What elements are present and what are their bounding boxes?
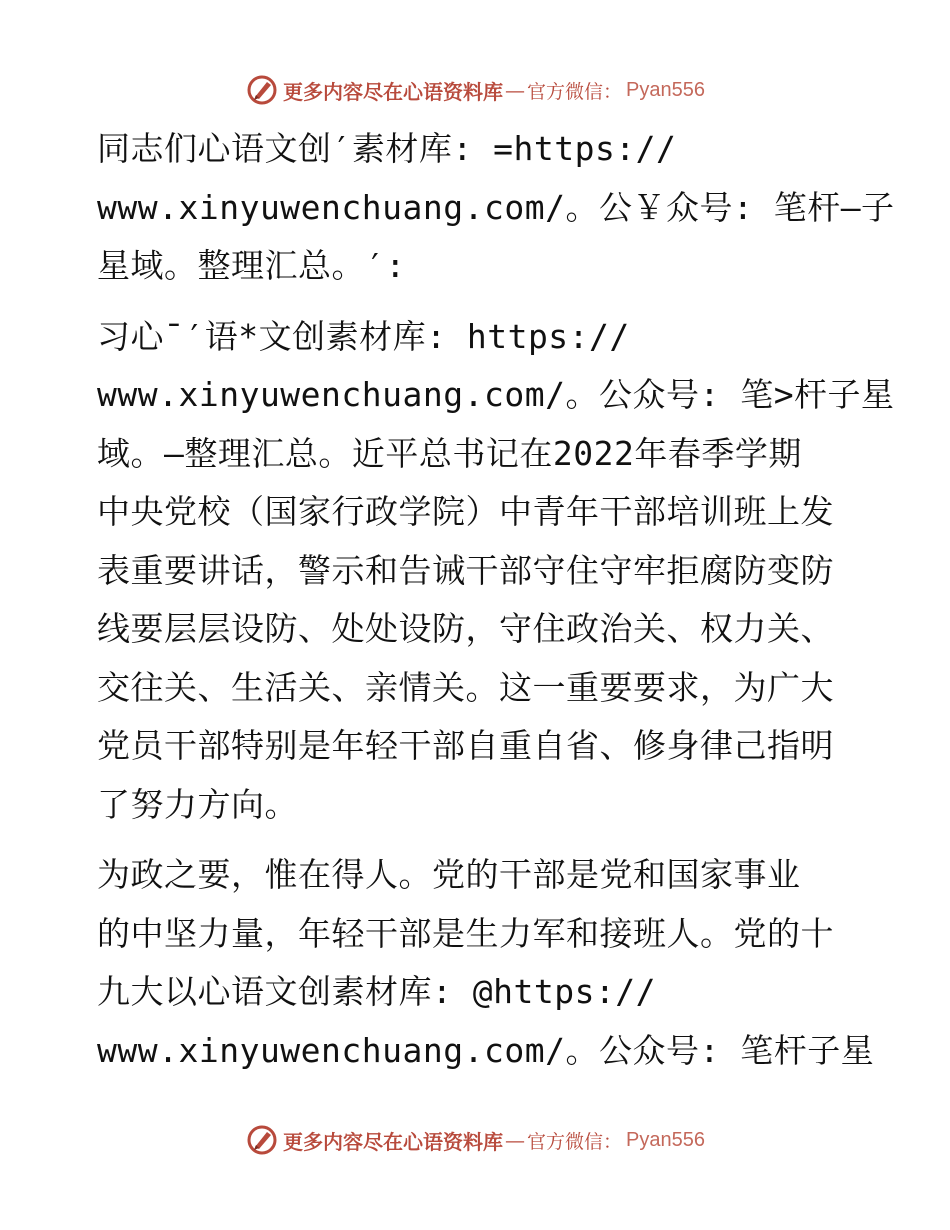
text-line: 了努力方向。 [97, 784, 298, 824]
text-line: 表重要讲话，警示和告诫干部守住守牢拒腐防变防 [97, 550, 834, 590]
header-watermark-banner [0, 70, 950, 110]
footer-banner-colon: ： [603, 1130, 623, 1153]
pen-logo-icon [245, 73, 279, 107]
footer-banner-dash: — [505, 1128, 525, 1152]
text-line: 九大以心语文创素材库: @https:// [97, 972, 657, 1011]
text-line: 线要层层设防、处处设防，守住政治关、权力关、 [97, 609, 834, 648]
header-banner-dash: — [505, 78, 525, 102]
document-body [97, 120, 895, 1092]
text-line: www.xinyuwenchuang.com/。公众号: 笔>杆子星 [97, 375, 895, 414]
header-banner-wechat-id: Pyan556 [626, 78, 705, 101]
text-line: 为政之要，惟在得人。党的干部是党和国家事业 [97, 855, 801, 894]
text-line: www.xinyuwenchuang.com/。公众号: 笔杆子星 [97, 1030, 875, 1070]
footer-banner-official-label: 官方微信 [527, 1130, 604, 1153]
paragraph-3 [97, 846, 875, 1080]
text-line: 域。—整理汇总。近平总书记在2022年春季学期 [97, 433, 802, 473]
text-line: 中央党校（国家行政学院）中青年干部培训班上发 [97, 492, 834, 531]
header-banner-main-text: 更多内容尽在心语资料库 [283, 79, 503, 104]
footer-watermark-banner [0, 1120, 950, 1160]
text-line: 党员干部特别是年轻干部自重自省、修身律己指明 [97, 726, 834, 765]
text-line: 习心¯′语*文创素材库: https:// [97, 316, 630, 356]
text-line: www.xinyuwenchuang.com/。公￥众号: 笔杆—子 [97, 187, 895, 227]
header-banner-official-label: 官方微信 [527, 80, 604, 103]
footer-banner-wechat-id: Pyan556 [626, 1128, 705, 1151]
paragraph-1 [97, 120, 895, 296]
footer-banner-main-text: 更多内容尽在心语资料库 [283, 1129, 503, 1154]
paragraph-2 [97, 308, 895, 835]
header-banner-colon: ： [603, 80, 623, 103]
pen-logo-icon [245, 1123, 279, 1157]
text-line: 星域。整理汇总。′: [97, 246, 406, 285]
text-line: 同志们心语文创′素材库: =https:// [97, 129, 677, 168]
text-line: 交往关、生活关、亲情关。这一重要要求，为广大 [97, 667, 834, 707]
text-line: 的中坚力量，年轻干部是生力军和接班人。党的十 [97, 913, 834, 953]
